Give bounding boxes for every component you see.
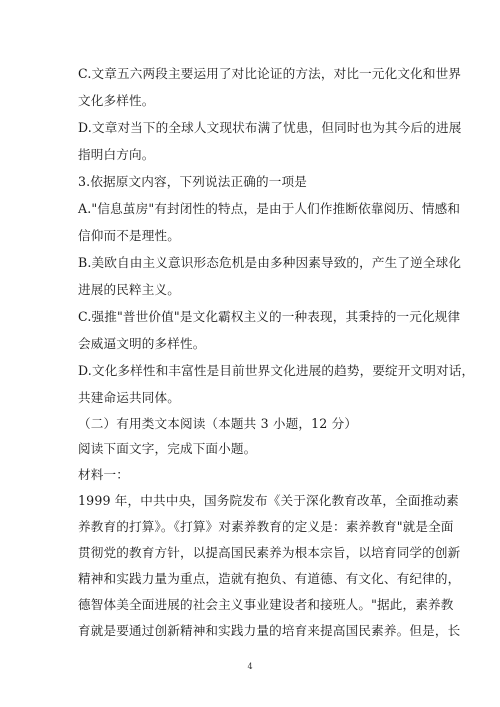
text-line: 贯彻党的教育方针，以提高国民素养为根本宗旨，以培育同学的创新: [78, 545, 461, 560]
text-line: D.文章对当下的全球人文现状布满了忧患，但同时也为其今后的进展: [78, 120, 462, 135]
text-line: 共建命运共同体。: [78, 390, 180, 405]
text-line: 指明白方向。: [78, 147, 155, 162]
question-heading: 3.依据原文内容，下列说法正确的一项是: [78, 174, 307, 189]
section-heading: （二）有用类文本阅读（本题共 3 小题，12 分）: [78, 416, 358, 431]
text-line: 文化多样性。: [78, 93, 155, 108]
page-number: 4: [247, 662, 253, 671]
text-line: D.文化多样性和丰富性是目前世界文化进展的趋势，要绽开文明对话，: [78, 363, 475, 378]
text-line: 阅读下面文字，完成下面小题。: [78, 441, 257, 456]
material-label: 材料一：: [78, 467, 129, 482]
text-line: A."信息茧房"有封闭性的特点，是由于人们作推断依靠阅历、情感和: [78, 201, 461, 216]
text-line: C.强推"普世价值"是文化霸权主义的一种表现，其秉持的一元化规律: [78, 309, 461, 324]
text-line: 养教育的打算》。《打算》对素养教育的定义是：素养教育"就是全面: [78, 519, 454, 534]
text-line: 会威逼文明的多样性。: [78, 336, 206, 351]
text-line: 信仰而不是理性。: [78, 228, 180, 243]
text-line: B.美欧自由主义意识形态危机是由多种因素导致的，产生了逆全球化: [78, 255, 462, 270]
text-line: C.文章五六两段主要运用了对比论证的方法，对比一元化文化和世界: [78, 66, 462, 81]
text-line: 德智体美全面进展的社会主义事业建设者和接班人。"据此，素养教: [78, 597, 454, 612]
text-line: 1999 年，中共中央，国务院发布《关于深化教育改革，全面推动素: [78, 493, 459, 508]
text-line: 育就是要通过创新精神和实践力量的培育来提高国民素养。但是，长: [78, 623, 461, 638]
text-line: 精神和实践力量为重点，造就有抱负、有道德、有文化、有纪律的，: [78, 571, 461, 586]
text-line: 进展的民粹主义。: [78, 282, 180, 297]
